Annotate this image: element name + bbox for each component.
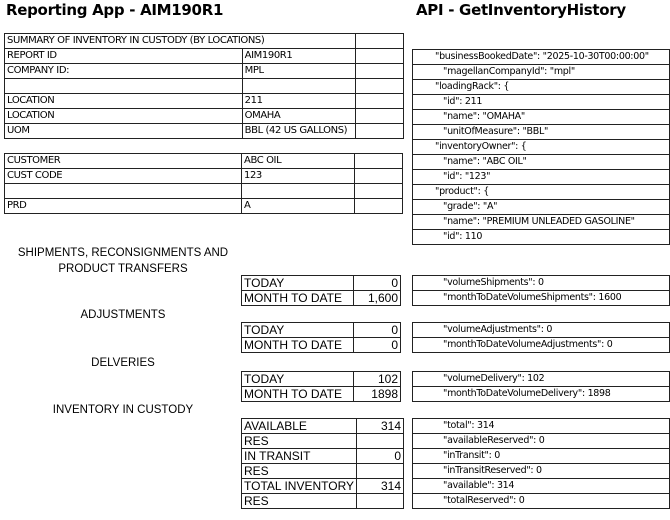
api-row [413, 291, 670, 306]
api-row [413, 65, 670, 80]
row-label [5, 79, 243, 94]
row-label: REPORT ID [5, 49, 243, 64]
api-line: "monthToDateVolumeAdjustments": 0 [413, 338, 670, 353]
row-value: ABC OIL [242, 154, 355, 169]
api-row [413, 110, 670, 125]
row-value: MPL [242, 64, 355, 79]
row-label [5, 184, 242, 199]
row-label: MONTH TO DATE [242, 291, 354, 306]
api-line: "volumeDelivery": 102 [413, 372, 670, 387]
api-row [413, 479, 670, 494]
empty-cell [356, 34, 404, 49]
row-value [357, 494, 404, 509]
table-row [242, 276, 401, 291]
table-row [242, 464, 404, 479]
table-row [242, 494, 404, 509]
row-label: COMPANY ID: [5, 64, 243, 79]
table-row [5, 169, 403, 184]
api-row [413, 276, 670, 291]
row-label: LOCATION [5, 109, 243, 124]
row-value: 0 [354, 323, 401, 338]
table-row [5, 94, 404, 109]
row-value: 1,600 [354, 291, 401, 306]
row-value: 1898 [354, 387, 401, 402]
table-row [5, 79, 404, 94]
api-row [413, 95, 670, 110]
inventory-table [241, 418, 404, 509]
inventory-api-table [412, 418, 670, 509]
api-row [413, 387, 670, 402]
row-value: BBL (42 US GALLONS) [242, 124, 355, 139]
api-row [413, 434, 670, 449]
empty-cell [356, 79, 404, 94]
row-label: LOCATION [5, 94, 243, 109]
section-title-line: SHIPMENTS, RECONSIGNMENTS AND [17, 247, 229, 259]
empty-cell [355, 199, 403, 214]
api-row [413, 494, 670, 509]
table-row [242, 387, 401, 402]
deliveries-api-table [412, 371, 670, 402]
api-line: "volumeAdjustments": 0 [413, 323, 670, 338]
api-line: "volumeShipments": 0 [413, 276, 670, 291]
api-row [413, 50, 670, 65]
table-row [5, 64, 404, 79]
deliveries-table [241, 371, 401, 402]
row-label: IN TRANSIT [242, 449, 357, 464]
table-row [5, 184, 403, 199]
api-line: "id": "123" [413, 170, 670, 185]
api-line: "available": 314 [413, 479, 670, 494]
api-row [413, 372, 670, 387]
api-line: "inTransitReserved": 0 [413, 464, 670, 479]
api-row [413, 185, 670, 200]
row-label: TODAY [242, 372, 354, 387]
row-value: 314 [357, 419, 404, 434]
summary-table [4, 33, 404, 139]
api-line: "magellanCompanyId": "mpl" [413, 65, 670, 80]
empty-cell [355, 154, 403, 169]
api-header-table [412, 49, 670, 245]
api-row [413, 170, 670, 185]
api-row [413, 323, 670, 338]
table-row [5, 124, 404, 139]
api-line: "id": 110 [413, 230, 670, 245]
table-row [5, 199, 403, 214]
empty-cell [355, 169, 403, 184]
api-row [413, 464, 670, 479]
row-label: CUST CODE [5, 169, 242, 184]
api-row [413, 155, 670, 170]
row-value [357, 434, 404, 449]
shipments-api-table [412, 275, 670, 306]
table-row [5, 154, 403, 169]
row-value: 0 [354, 338, 401, 353]
row-label: RES [242, 494, 357, 509]
row-label: MONTH TO DATE [242, 387, 354, 402]
empty-cell [356, 109, 404, 124]
empty-cell [355, 184, 403, 199]
api-line: "unitOfMeasure": "BBL" [413, 125, 670, 140]
empty-cell [356, 94, 404, 109]
api-line: "name": "PREMIUM UNLEADED GASOLINE" [413, 215, 670, 230]
api-row [413, 215, 670, 230]
section-title-adjustments: ADJUSTMENTS [80, 309, 166, 321]
api-row [413, 338, 670, 353]
table-row [242, 372, 401, 387]
api-row [413, 449, 670, 464]
row-value [242, 79, 355, 94]
section-title-inventory: INVENTORY IN CUSTODY [52, 404, 194, 416]
section-title-shipments [8, 245, 238, 277]
reporting-app-title: Reporting App - AIM190R1 [6, 1, 224, 19]
row-label: CUSTOMER [5, 154, 242, 169]
row-label: UOM [5, 124, 243, 139]
table-row [242, 449, 404, 464]
empty-cell [356, 124, 404, 139]
api-line: "grade": "A" [413, 200, 670, 215]
table-row [5, 49, 404, 64]
row-value: 211 [242, 94, 355, 109]
row-value [357, 464, 404, 479]
api-line: "availableReserved": 0 [413, 434, 670, 449]
table-row [242, 291, 401, 306]
row-value: A [242, 199, 355, 214]
api-row [413, 140, 670, 155]
table-row [242, 323, 401, 338]
row-label: MONTH TO DATE [242, 338, 354, 353]
api-line: "id": 211 [413, 95, 670, 110]
api-line: "monthToDateVolumeShipments": 1600 [413, 291, 670, 306]
api-row [413, 200, 670, 215]
table-row [242, 479, 404, 494]
table-row [242, 434, 404, 449]
api-line: "loadingRack": { [413, 80, 670, 95]
customer-table [4, 153, 403, 214]
api-row [413, 80, 670, 95]
api-line: "totalReserved": 0 [413, 494, 670, 509]
empty-cell [356, 64, 404, 79]
api-line: "inTransit": 0 [413, 449, 670, 464]
table-row [5, 109, 404, 124]
row-label: TODAY [242, 276, 354, 291]
row-value: 102 [354, 372, 401, 387]
api-title: API - GetInventoryHistory [416, 1, 626, 19]
row-label: AVAILABLE [242, 419, 357, 434]
summary-header: SUMMARY OF INVENTORY IN CUSTODY (BY LOCATIONS) [5, 34, 356, 49]
api-row [413, 419, 670, 434]
row-value: 123 [242, 169, 355, 184]
row-label: RES [242, 464, 357, 479]
row-label: RES [242, 434, 357, 449]
api-line: "product": { [413, 185, 670, 200]
row-label: TOTAL INVENTORY [242, 479, 357, 494]
api-row [413, 230, 670, 245]
section-title-line: PRODUCT TRANSFERS [58, 263, 188, 275]
section-title-deliveries: DELVERIES [91, 357, 155, 369]
api-row [413, 125, 670, 140]
api-line: "inventoryOwner": { [413, 140, 670, 155]
api-line: "total": 314 [413, 419, 670, 434]
api-line: "name": "ABC OIL" [413, 155, 670, 170]
shipments-table [241, 275, 401, 306]
row-label: TODAY [242, 323, 354, 338]
table-row [242, 338, 401, 353]
empty-cell [356, 49, 404, 64]
row-value: 0 [354, 276, 401, 291]
api-line: "businessBookedDate": "2025-10-30T00:00:00" [413, 50, 670, 65]
row-value: OMAHA [242, 109, 355, 124]
api-line: "monthToDateVolumeDelivery": 1898 [413, 387, 670, 402]
adjustments-table [241, 322, 401, 353]
table-row [242, 419, 404, 434]
summary-header-row [5, 34, 404, 49]
row-value: 314 [357, 479, 404, 494]
row-value [242, 184, 355, 199]
row-value: 0 [357, 449, 404, 464]
adjustments-api-table [412, 322, 670, 353]
api-line: "name": "OMAHA" [413, 110, 670, 125]
row-value: AIM190R1 [242, 49, 355, 64]
row-label: PRD [5, 199, 242, 214]
